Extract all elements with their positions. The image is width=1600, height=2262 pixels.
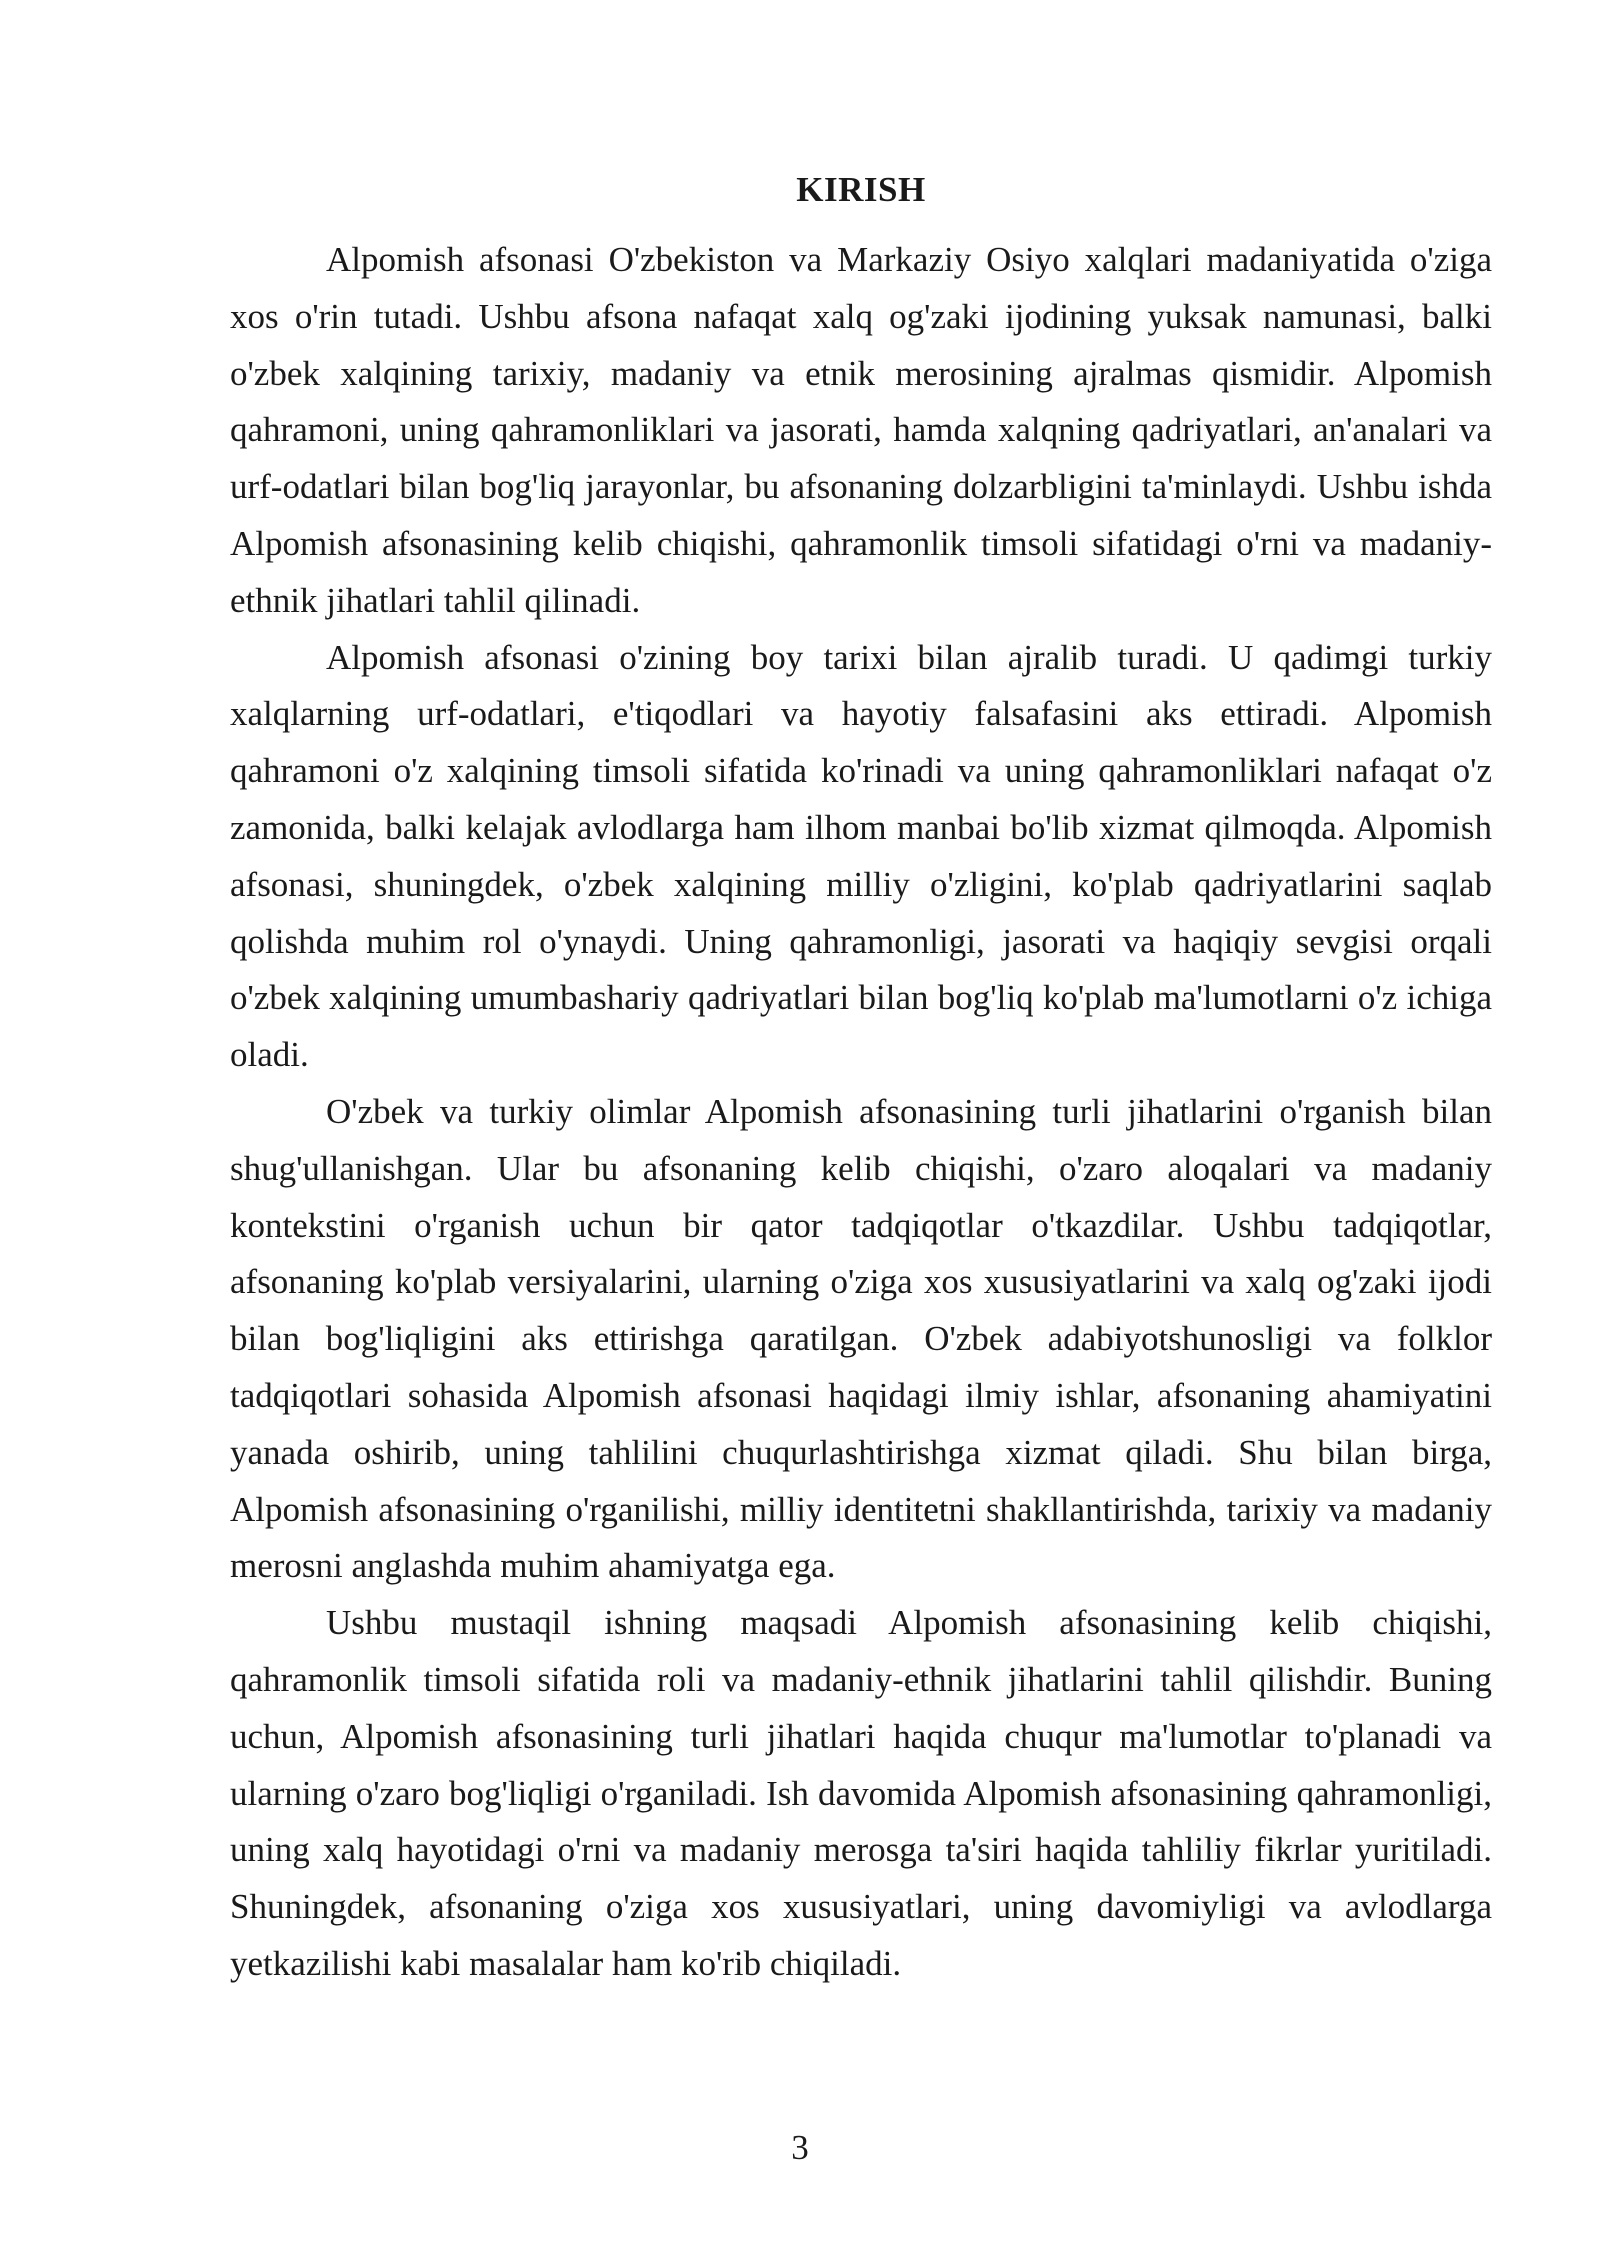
section-title: KIRISH bbox=[796, 170, 926, 209]
paragraph-2: Alpomish afsonasi o'zining boy tarixi bilan ajralib turadi. U qadimgi turkiy xalqlarning urf-odatlari, e'tiqodlari va hayotiy falsafasini aks ettiradi. Alpomish qahramoni o'z xalqining timsoli sifatida ko'rinadi va uning qahramonliklari nafaqat o'z zamonida, balki kelajak avlodlarga ham ilhom manbai bo'lib xizmat qilmoqda. Alpomish afsonasi, shuningdek, o'zbek xalqining milliy o'zligini, ko'plab qadriyatlarini saqlab qolishda muhim rol o'ynaydi. Uning qahramonligi, jasorati va haqiqiy sevgisi orqali o'zbek xalqining umumbashariy qadriyatlari bilan bog'liq ko'plab ma'lumotlarni o'z ichiga oladi. bbox=[230, 637, 1492, 1075]
paragraph-1: Alpomish afsonasi O'zbekiston va Markaziy Osiyo xalqlari madaniyatida o'ziga xos o'rin tutadi. Ushbu afsona nafaqat xalq og'zaki ijodining yuksak namunasi, balki o'zbek xalqining tarixiy, madaniy va etnik merosining ajralmas qismidir. Alpomish qahramoni, uning qahramonliklari va jasorati, hamda xalqning qadriyatlari, an'analari va urf-odatlari bilan bog'liq jarayonlar, bu afsonaning dolzarbligini ta'minlaydi. Ushbu ishda Alpomish afsonasining kelib chiqishi, qahramonlik timsoli sifatidagi o'rni va madaniy-ethnik jihatlari tahlil qilinadi. bbox=[230, 240, 1492, 620]
page-number: 3 bbox=[791, 2128, 809, 2167]
paragraph-4: Ushbu mustaqil ishning maqsadi Alpomish afsonasining kelib chiqishi, qahramonlik timsoli sifatida roli va madaniy-ethnik jihatlarini tahlil qilishdir. Buning uchun, Alpomish afsonasining turli jihatlari haqida chuqur ma'lumotlar to'planadi va ularning o'zaro bog'liqligi o'rganiladi. Ish davomida Alpomish afsonasining qahramonligi, uning xalq hayotidagi o'rni va madaniy merosga ta'siri haqida tahliliy fikrlar yuritiladi. Shuningdek, afsonaning o'ziga xos xususiyatlari, uning davomiyligi va avlodlarga yetkazilishi kabi masalalar ham ko'rib chiqiladi. bbox=[230, 1603, 1492, 1983]
paragraph-3: O'zbek va turkiy olimlar Alpomish afsonasining turli jihatlarini o'rganish bilan shug'ullanishgan. Ular bu afsonaning kelib chiqishi, o'zaro aloqalari va madaniy kontekstini o'rganish uchun bir qator tadqiqotlar o'tkazdilar. Ushbu tadqiqotlar, afsonaning ko'plab versiyalarini, ularning o'ziga xos xususiyatlarini va xalq og'zaki ijodi bilan bog'liqligini aks ettirishga qaratilgan. O'zbek adabiyotshunosligi va folklor tadqiqotlari sohasida Alpomish afsonasi haqidagi ilmiy ishlar, afsonaning ahamiyatini yanada oshirib, uning tahlilini chuqurlashtirishga xizmat qiladi. Shu bilan birga, Alpomish afsonasining o'rganilishi, milliy identitetni shakllantirishda, tarixiy va madaniy merosni anglashda muhim ahamiyatga ega. bbox=[230, 1091, 1492, 1586]
page-content bbox=[230, 162, 1492, 1993]
